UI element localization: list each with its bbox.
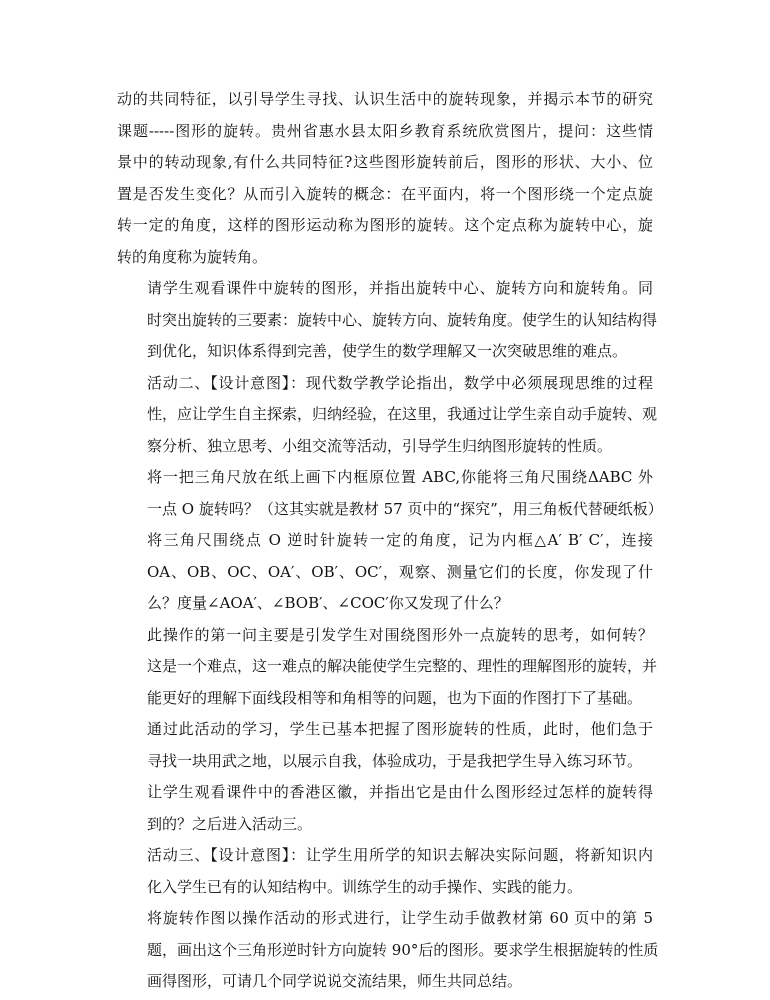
- text-line: 转一定的角度，这样的图形运动称为图形的旋转。这个定点称为旋转中心，旋: [117, 216, 653, 234]
- text-line: 将一把三角尺放在纸上画下内框原位置 ABC,你能将三角尺围绕ΔABC 外: [147, 468, 653, 486]
- paragraph: [117, 84, 653, 273]
- text-line: 活动二、【设计意图】：现代数学教学论指出，数学中必须展现思维的过程: [147, 373, 653, 392]
- text-line: 时突出旋转的三要素：旋转中心、旋转方向、旋转角度。使学生的认知结构得: [147, 310, 658, 329]
- text-line: 转的角度称为旋转角。: [117, 247, 268, 266]
- text-line: 让学生观看课件中的香港区徽，并指出它是由什么图形经过怎样的旋转得: [147, 783, 653, 801]
- text-line: 能更好的理解下面线段相等和角相等的问题，也为下面的作图打下了基础。: [147, 688, 643, 707]
- document-body: [117, 84, 663, 998]
- text-line: 将三角尺围绕点 O 逆时针旋转一定的角度，记为内框△A′ B′ C′，连接: [147, 531, 653, 549]
- text-line: 景中的转动现象,有什么共同特征?这些图形旋转前后，图形的形状、大小、位: [117, 153, 653, 171]
- paragraph: [117, 714, 653, 777]
- text-line: 画得图形，可请几个同学说说交流结果，师生共同总结。: [147, 972, 523, 990]
- text-line: 课题-----图形的旋转。贵州省惠水县太阳乡教育系统欣赏图片，提问：这些情: [117, 121, 653, 140]
- text-line: 么？度量∠AOA′、∠BOB′、∠COC′你又发现了什么？: [147, 594, 509, 612]
- text-line: 将旋转作图以操作活动的形式进行，让学生动手做教材第 60 页中的第 5: [147, 909, 653, 927]
- paragraph: [117, 525, 653, 620]
- paragraph: [117, 462, 663, 525]
- paragraph: [117, 840, 653, 903]
- text-line: 到优化，知识体系得到完善，使学生的数学理解又一次突破思维的难点。: [147, 342, 628, 360]
- paragraph: [117, 620, 658, 715]
- text-line: 性，应让学生自主探索，归纳经验，在这里，我通过让学生亲自动手旋转、观: [147, 405, 658, 423]
- text-line: 这是一个难点，这一难点的解决能使学生完整的、理性的理解图形的旋转，并: [147, 657, 658, 675]
- text-line: 动的共同特征，以引导学生寻找、认识生活中的旋转现象，并揭示本节的研究: [117, 90, 653, 108]
- text-line: 察分析、独立思考、小组交流等活动，引导学生归纳图形旋转的性质。: [147, 436, 613, 455]
- text-line: OA、OB、OC、OA′、OB′、OC′，观察、测量它们的长度，你发现了什: [147, 562, 653, 581]
- text-line: 通过此活动的学习，学生已基本把握了图形旋转的性质，此时，他们急于: [147, 720, 653, 738]
- text-line: 置是否发生变化？从而引入旋转的概念：在平面内，将一个图形绕一个定点旋: [117, 184, 653, 203]
- text-line: 寻找一块用武之地，以展示自我，体验成功，于是我把学生导入练习环节。: [147, 751, 643, 770]
- paragraph: [117, 273, 658, 368]
- paragraph: [117, 368, 658, 463]
- text-line: 活动三、【设计意图】：让学生用所学的知识去解决实际问题，将新知识内: [147, 846, 653, 864]
- paragraph: [117, 903, 659, 998]
- text-line: 题，画出这个三角形逆时针方向旋转 90°后的图形。要求学生根据旋转的性质: [147, 940, 659, 959]
- text-line: 化入学生已有的认知结构中。训练学生的动手操作、实践的能力。: [147, 877, 583, 896]
- text-line: 请学生观看课件中旋转的图形，并指出旋转中心、旋转方向和旋转角。同: [147, 279, 653, 297]
- paragraph: [117, 777, 653, 840]
- text-line: 一点 O 旋转吗？（这其实就是教材 57 页中的“探究”，用三角板代替硬纸板）: [147, 499, 663, 518]
- text-line: 到的？之后进入活动三。: [147, 814, 313, 833]
- text-line: 此操作的第一问主要是引发学生对围绕图形外一点旋转的思考，如何转？: [147, 625, 653, 644]
